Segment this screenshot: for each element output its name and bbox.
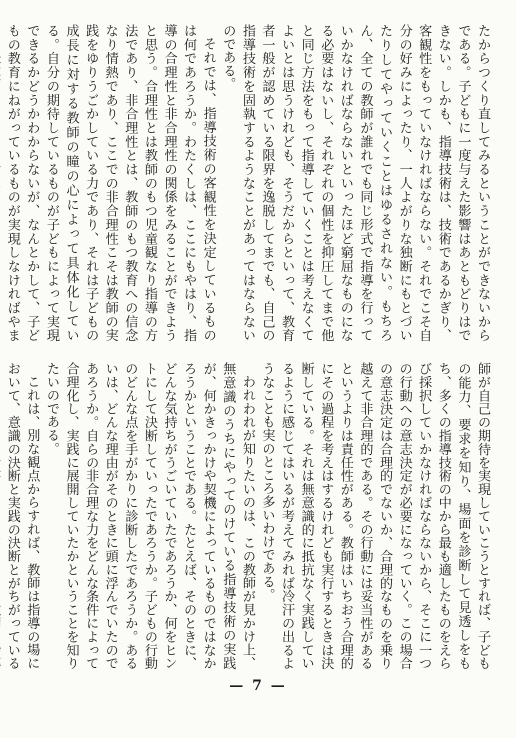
upper-text-block — [4, 24, 492, 342]
paragraph: それでは、指導技術の客観性を決定しているものは何であろうか。わたくしは、ここにもやはり、指導の合理性と非合理性の関係をみることができようと思う。合理性とは教師のもつ児童観なり指導の方法であり、非合理性とは、教師のもつ教育への信念なり情熱であり、ここでの非合理性こそは教師の実践をゆりうごかしている力であり、それは子どもの成長に対する教師の瞳の心によって具体化している。自分の期待しているものが子どもによって実現できるかどうかわからないが、なんとかして、子どもの教育にねがっているものが実現しなければやま — [4, 24, 216, 342]
paragraph: われわれが知りたいのは、この教師が見かけ上、無意識のうちにやってのけている指導技術の実践が、何かきっかけや契機によっているものではなかろうかということである。たとえば、そのときに、どんな気持ちがうごいていたであろうか、何をヒントにして決断していったであろうか。子どもの行動のどんな点を手がかりに診断したであろうか。あるいは、どんな理由がそのときに頭に浮んでいたのであろうか。自らの非合理な力をどんな条件によって合理化し、実践に展開していたかということを知りたいのである。 — [43, 362, 255, 670]
paragraph: 師が自己の期待を実現していこうとすれば、子どもの能力、要求を知り、場面を診断して見透しをもち、多くの指導技術の中から最も適したものをえらび採択していかなければならないから、そこに一つの行動への意志決定が必要になっていく。この場合の意志決定は合理的でないか、合理的なものを乗り越えて非合理的である。その行動には妥当性があるというよりは責任性がある。教師はいちおう合理的にその過程を考えはするけれども実行するときは決断している。それは無意識的に抵抗なく実践しているように感じてはいるが考えてみれば冷汗の出るようなことも実のところ多いわけである。 — [259, 362, 490, 670]
paragraph: たからつくり直してみるということができないからである。子どもに一度与えた影響はあともどりはできない。しかも、指導技術は、技術であるかぎり、客観性をもっていなければならない。それでこそ自分の好みによったり、一人よがりな独断にもとづいたりしてやっていくことはゆるされない。もちろん、全ての教師が誰れでも同じ形式で指導を行っていかなければならないといったほど窮屈なものになる必要はないし、それぞれの個性を抑圧してまで他と同じ方法をもって指導していくことは考えなくてよいとは思うけれども、そうだからといって、教育者一般が認めている限界を逸脱してまでも、自己の指導技術を固執するようなことがあってはならないのである。 — [220, 24, 490, 342]
page-number: — 7 — — [229, 678, 287, 694]
lower-text-block — [4, 362, 492, 670]
paragraph: これは、別な観点からすれば、教師は指導の場において、意識の決断と実践の決断とがちがっている — [4, 362, 40, 670]
